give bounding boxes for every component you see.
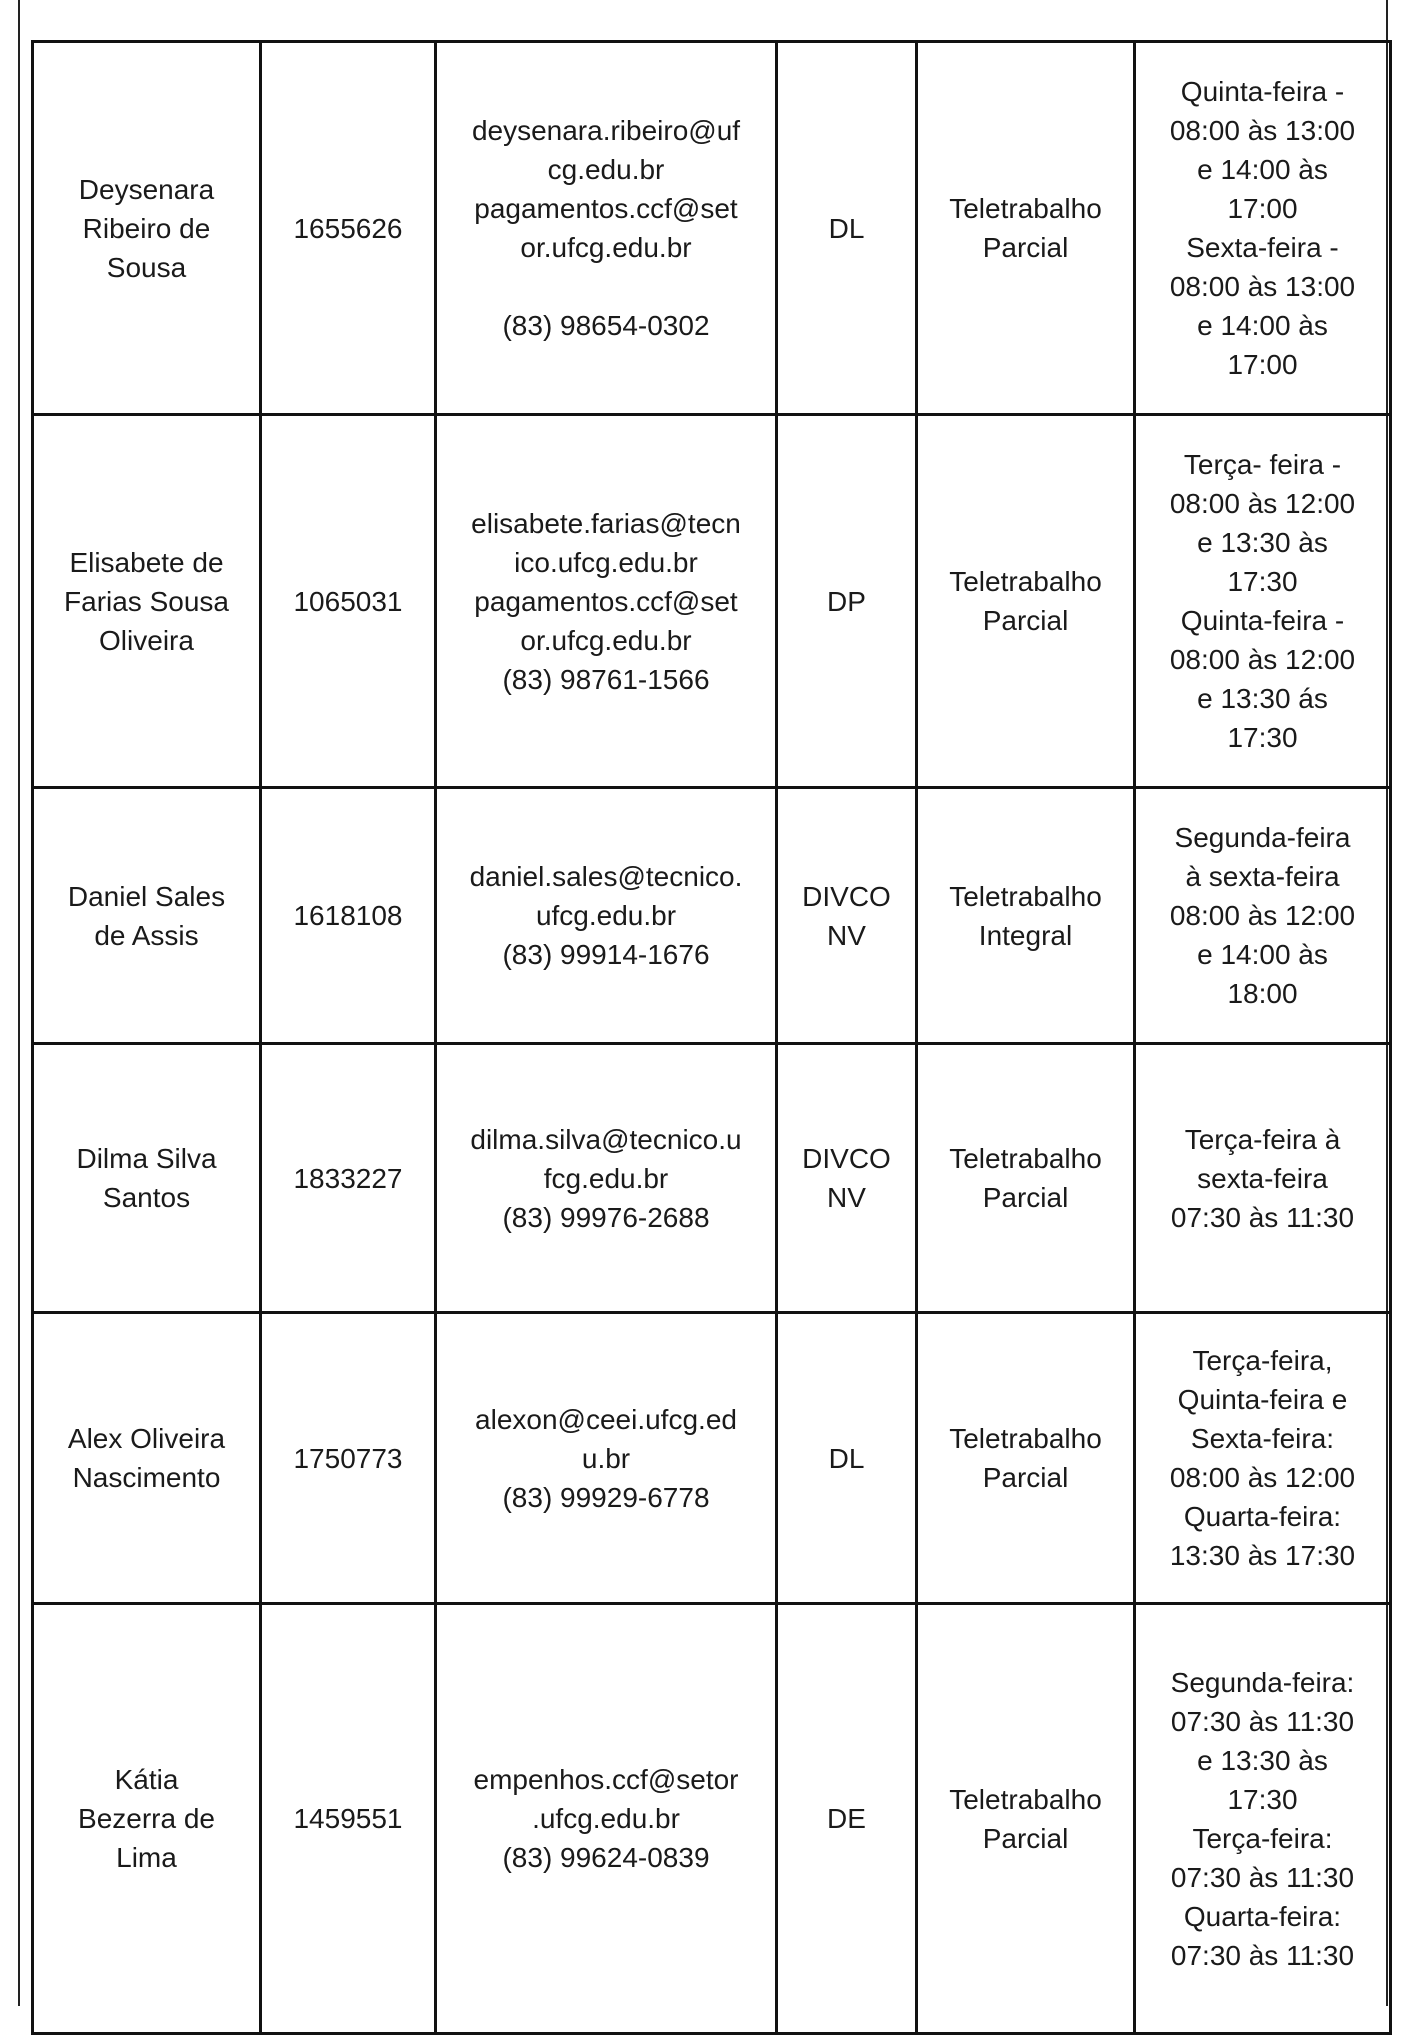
work-mode-cell [917,415,1135,788]
siape-cell [261,1044,436,1313]
sector: DE [827,1803,866,1834]
siape-number: 1065031 [293,585,403,617]
schedule: Quinta-feira - 08:00 às 13:00 e 14:00 às 17:00 Sexta-feira - 08:00 às 13:00 e 14:00 às 17:00 [1169,76,1356,380]
schedule: Terça-feira à sexta-feira 07:30 às 11:30 [1170,1123,1355,1233]
siape-cell [261,415,436,788]
schedule: Segunda-feira: 07:30 às 11:30 e 13:30 às 17:30 Terça-feira: 07:30 às 11:30 Quarta-feira: 07:30 às 11:30 [1170,1666,1355,1971]
work-mode-cell [917,1313,1135,1604]
employee-name: Deysenara Ribeiro de Sousa [78,173,215,283]
work-mode: Teletrabalho Parcial [949,193,1102,263]
siape-number: 1459551 [293,1803,403,1834]
table-row [33,1313,1391,1604]
contact-cell [436,1044,777,1313]
employee-name: Elisabete de Farias Sousa Oliveira [64,546,229,656]
sector: DIVCO NV [802,880,891,951]
employee-name: Daniel Sales de Assis [67,880,226,951]
work-mode-cell [917,42,1135,415]
contact-info: daniel.sales@tecnico. ufcg.edu.br (83) 99914-1676 [469,861,743,970]
contact-info: deysenara.ribeiro@uf cg.edu.br pagamentos.ccf@set or.ufcg.edu.br (83) 98654-0302 [471,115,741,341]
siape-number: 1655626 [293,212,403,244]
employee-name-cell [33,788,261,1044]
table-row [33,42,1391,415]
schedule: Terça- feira - 08:00 às 12:00 e 13:30 às 17:30 Quinta-feira - 08:00 às 12:00 e 13:30 ás 17:30 [1169,449,1356,753]
sector: DP [827,585,866,617]
employee-name-cell [33,1313,261,1604]
employee-name-cell [33,1044,261,1313]
siape-cell [261,788,436,1044]
work-mode: Teletrabalho Parcial [949,1783,1102,1854]
siape-number: 1618108 [293,900,403,931]
contact-info: empenhos.ccf@setor .ufcg.edu.br (83) 99624-0839 [473,1764,739,1873]
contact-cell [436,788,777,1044]
work-mode-cell [917,1604,1135,2034]
table-row [33,1044,1391,1313]
schedule: Segunda-feira à sexta-feira 08:00 às 12:00 e 14:00 às 18:00 [1169,822,1356,1009]
sector-cell [777,1604,917,2034]
sector-cell [777,42,917,415]
contact-info: dilma.silva@tecnico.u fcg.edu.br (83) 99976-2688 [470,1123,742,1233]
sector-cell [777,788,917,1044]
sector: DIVCO NV [802,1143,891,1213]
contact-cell [436,415,777,788]
employee-name-cell [33,415,261,788]
schedule-cell [1135,415,1391,788]
work-mode: Teletrabalho Integral [949,880,1102,951]
work-mode: Teletrabalho Parcial [949,1423,1102,1493]
table-row [33,1604,1391,2034]
contact-cell [436,42,777,415]
staff-schedule-table [31,40,1392,2035]
employee-name-cell [33,42,261,415]
schedule-cell [1135,1044,1391,1313]
employee-name: Kátia Bezerra de Lima [78,1764,215,1873]
table-row [33,415,1391,788]
work-mode-cell [917,1044,1135,1313]
schedule-cell [1135,788,1391,1044]
schedule-cell [1135,42,1391,415]
work-mode: Teletrabalho Parcial [949,566,1102,636]
siape-number: 1750773 [293,1442,403,1474]
employee-name: Dilma Silva Santos [76,1143,217,1213]
employee-name-cell [33,1604,261,2034]
employee-name: Alex Oliveira Nascimento [67,1423,226,1493]
contact-info: elisabete.farias@tecn ico.ufcg.edu.br pagamentos.ccf@set or.ufcg.edu.br (83) 98761-1566 [471,507,741,695]
sector: DL [828,212,865,244]
siape-cell [261,42,436,415]
siape-cell [261,1313,436,1604]
contact-info: alexon@ceei.ufcg.ed u.br (83) 99929-6778 [475,1403,737,1513]
sector-cell [777,415,917,788]
sector-cell [777,1313,917,1604]
work-mode-cell [917,788,1135,1044]
table-row [33,788,1391,1044]
sector-cell [777,1044,917,1313]
siape-number: 1833227 [293,1162,403,1194]
schedule-cell [1135,1604,1391,2034]
schedule: Terça-feira, Quinta-feira e Sexta-feira: 08:00 às 12:00 Quarta-feira: 13:30 às 17:30 [1169,1345,1356,1571]
sector: DL [828,1442,865,1474]
contact-cell [436,1313,777,1604]
work-mode: Teletrabalho Parcial [949,1143,1102,1213]
contact-cell [436,1604,777,2034]
schedule-cell [1135,1313,1391,1604]
siape-cell [261,1604,436,2034]
